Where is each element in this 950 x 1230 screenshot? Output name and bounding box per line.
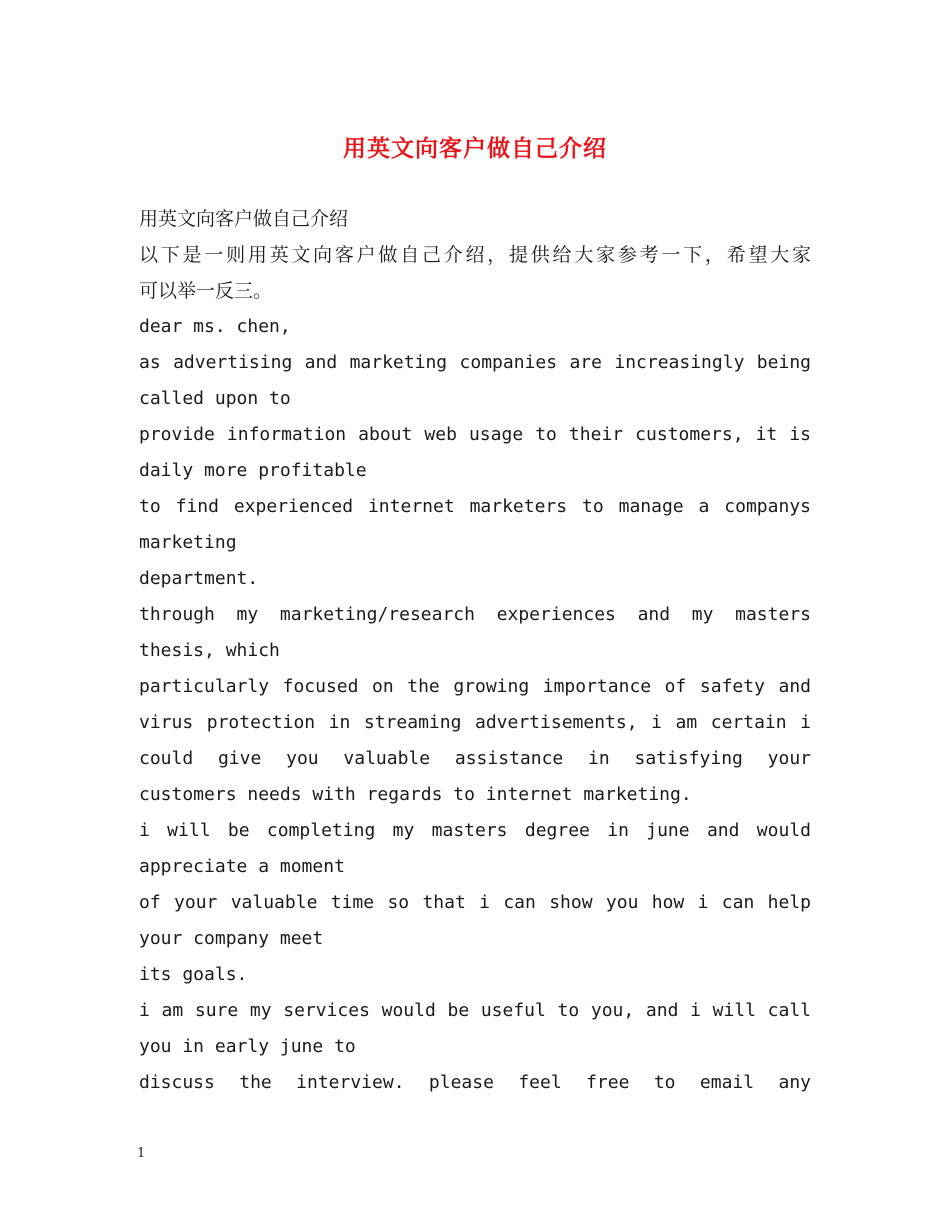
body-line: i am sure my services would be useful to you, and i will call <box>139 1000 811 1021</box>
page-number: 1 <box>137 1146 146 1161</box>
body-line: virus protection in streaming advertisements, i am certain i <box>139 712 811 733</box>
body-line: provide information about web usage to their customers, it is <box>139 424 811 445</box>
document-title: 用英文向客户做自己介绍 <box>343 135 607 162</box>
body-line: through my marketing/research experiences and my masters <box>139 604 811 625</box>
body-line: daily more profitable <box>139 460 367 481</box>
body-line: 用英文向客户做自己介绍 <box>139 208 349 230</box>
body-line: i will be completing my masters degree in june and would <box>139 820 811 841</box>
body-line: of your valuable time so that i can show you how i can help <box>139 892 811 913</box>
body-line: you in early june to <box>139 1036 356 1057</box>
body-line: its goals. <box>139 964 248 985</box>
body-line: appreciate a moment <box>139 856 345 877</box>
body-line: 以下是一则用英文向客户做自己介绍，提供给大家参考一下，希望大家 <box>139 244 811 266</box>
body-line: could give you valuable assistance in satisfying your <box>139 748 811 769</box>
body-line: 可以举一反三。 <box>139 280 273 302</box>
body-line: customers needs with regards to internet marketing. <box>139 784 692 805</box>
body-line: to find experienced internet marketers to manage a companys <box>139 496 811 517</box>
document-body <box>139 201 811 1101</box>
body-line: your company meet <box>139 928 324 949</box>
body-line: discuss the interview. please feel free to email any <box>139 1072 811 1093</box>
body-line: thesis, which <box>139 640 280 661</box>
body-line: called upon to <box>139 388 291 409</box>
body-line: particularly focused on the growing importance of safety and <box>139 676 811 697</box>
body-line: as advertising and marketing companies are increasingly being <box>139 352 811 373</box>
body-line: department. <box>139 568 259 589</box>
body-line: marketing <box>139 532 237 553</box>
body-line: dear ms. chen, <box>139 316 291 337</box>
